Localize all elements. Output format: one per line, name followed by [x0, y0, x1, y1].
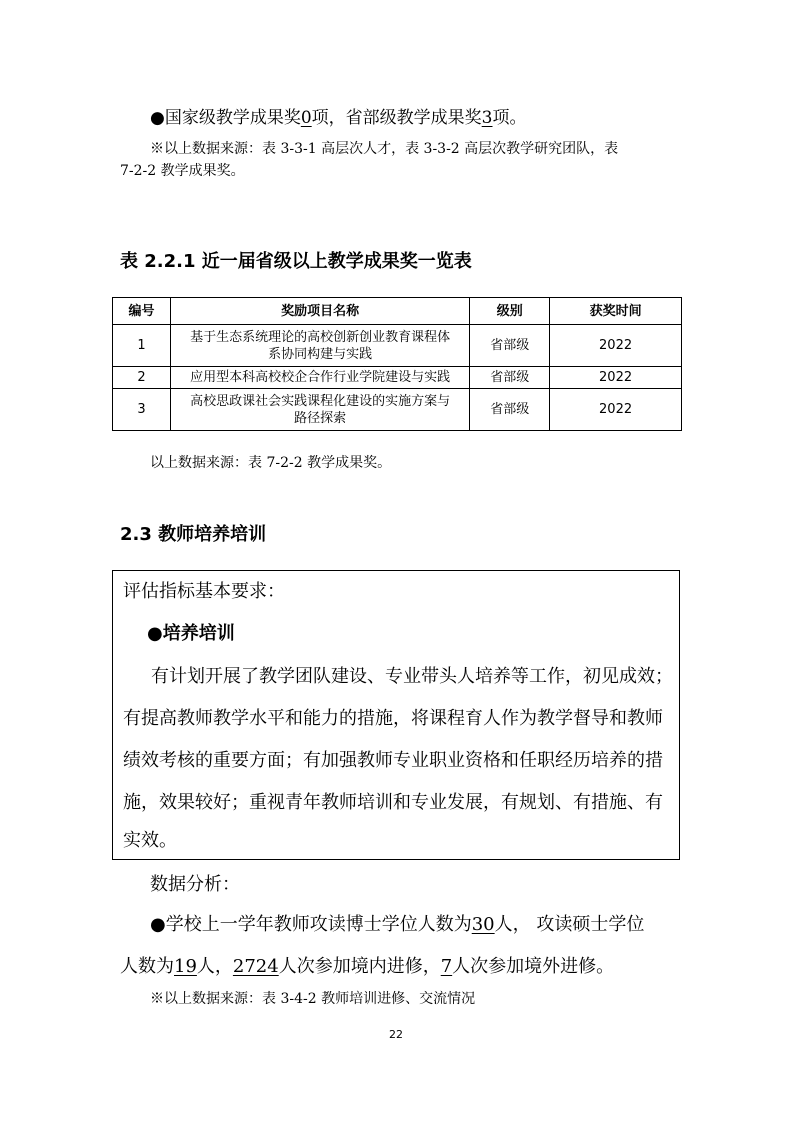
cell-number: 3	[113, 389, 171, 431]
requirements-line-4: 施，效果较好；重视青年教师培训和专业发展，有规划、有措施、有	[123, 792, 663, 813]
analysis-label: 数据分析：	[150, 874, 240, 895]
national-award-count: 0	[300, 108, 312, 128]
analysis-text: 人次参加境内进修，	[278, 956, 441, 977]
cell-project-name	[170, 325, 469, 367]
requirements-title: 评估指标基本要求：	[123, 581, 285, 602]
section-heading: 2.3 教师培养培训	[120, 524, 267, 545]
analysis-text: 人， 攻读硕士学位	[494, 914, 645, 935]
project-name-line-1: 基于生态系统理论的高校创新创业教育课程体	[190, 329, 451, 345]
phd-count: 30	[471, 914, 495, 935]
header-number: 编号	[113, 298, 171, 325]
cell-level: 省部级	[470, 389, 550, 431]
cell-year: 2022	[550, 389, 682, 431]
header-award-time: 获奖时间	[550, 298, 682, 325]
award-summary-line	[150, 103, 527, 133]
cell-level: 省部级	[470, 367, 550, 389]
cell-year: 2022	[550, 367, 682, 389]
domestic-training-count: 2724	[232, 956, 279, 977]
analysis-text: 人，	[196, 956, 233, 977]
project-name-line-2: 路径探索	[294, 410, 347, 426]
project-name-line-2: 系协同构建与实践	[268, 346, 373, 362]
table-row	[113, 367, 682, 389]
analysis-source-note: ※以上数据来源：表 3-4-2 教师培训进修、交流情况	[150, 991, 476, 1007]
requirements-line-2: 有提高教师教学水平和能力的措施，将课程育人作为教学督导和教师	[123, 708, 663, 729]
table-source-note: 以上数据来源：表 7-2-2 教学成果奖。	[150, 455, 392, 471]
analysis-line-2	[120, 952, 614, 982]
awards-table	[112, 297, 682, 431]
table-header-row	[113, 298, 682, 325]
award-text-3: 项。	[492, 108, 527, 128]
analysis-text: 人数为	[120, 956, 174, 977]
requirements-box	[112, 570, 680, 860]
table-row	[113, 389, 682, 431]
requirements-line-5: 实效。	[123, 830, 177, 851]
cell-project-name	[170, 389, 469, 431]
analysis-line-1	[150, 910, 644, 940]
cell-number: 1	[113, 325, 171, 367]
source-note-line-2: 7-2-2 教学成果奖。	[120, 163, 245, 179]
project-name-line-1: 高校思政课社会实践课程化建设的实施方案与	[190, 393, 451, 409]
table-title: 表 2.2.1 近一届省级以上教学成果奖一览表	[120, 251, 472, 272]
header-level: 级别	[470, 298, 550, 325]
cell-project-name	[170, 367, 469, 389]
requirements-line-1: 有计划开展了教学团队建设、专业带头人培养等工作，初见成效；	[151, 666, 673, 687]
requirements-bullet: ●培养培训	[147, 623, 235, 644]
cell-year: 2022	[550, 325, 682, 367]
header-project-name: 奖励项目名称	[170, 298, 469, 325]
project-name-line-1: 应用型本科高校校企合作行业学院建设与实践	[190, 370, 451, 385]
cell-level: 省部级	[470, 325, 550, 367]
overseas-training-count: 7	[440, 956, 453, 977]
page-number: 22	[389, 1028, 403, 1041]
award-text-2: 项，省部级教学成果奖	[311, 108, 482, 128]
masters-count: 19	[174, 956, 197, 977]
cell-number: 2	[113, 367, 171, 389]
provincial-award-count: 3	[481, 108, 493, 128]
source-note-line-1: ※以上数据来源：表 3-3-1 高层次人才，表 3-3-2 高层次教学研究团队，表	[150, 141, 619, 157]
analysis-text: 人次参加境外进修。	[452, 956, 615, 977]
analysis-text: ●学校上一学年教师攻读博士学位人数为	[150, 914, 472, 935]
table-row	[113, 325, 682, 367]
requirements-line-3: 绩效考核的重要方面；有加强教师专业职业资格和任职经历培养的措	[123, 750, 663, 771]
award-text-1: ●国家级教学成果奖	[150, 108, 301, 128]
